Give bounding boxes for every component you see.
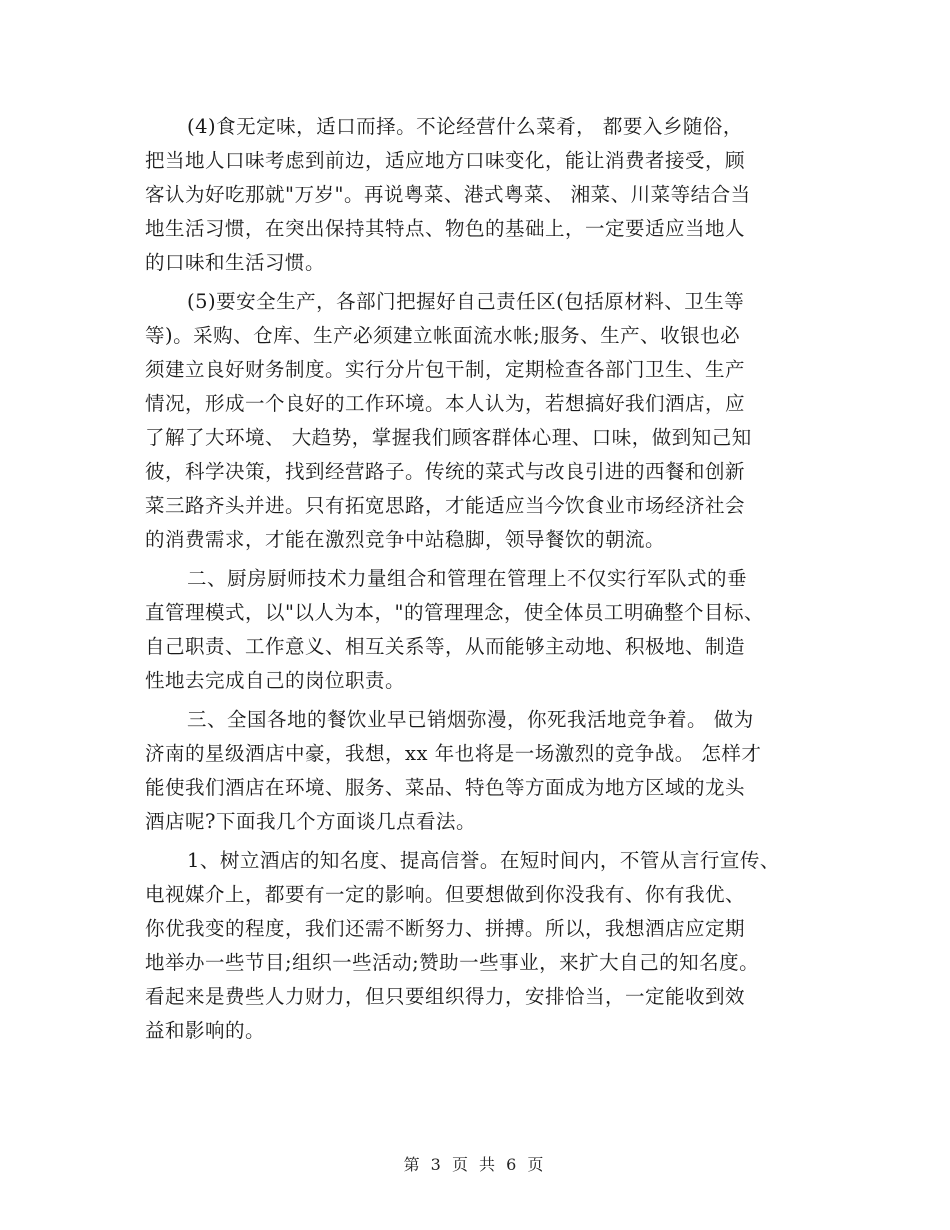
page-number-footer: 第 3 页 共 6 页	[403, 1155, 547, 1174]
text-line: 1、树立酒店的知名度、提高信誉。在短时间内，不管从言行宣传、	[187, 849, 780, 872]
text-line: 的口味和生活习惯。	[145, 251, 326, 274]
text-line: 客认为好吃那就"万岁"。再说粤菜、港式粤菜、 湘菜、川菜等结合当	[145, 183, 751, 206]
paragraph	[145, 110, 810, 280]
text-line: 情况，形成一个良好的工作环境。本人认为，若想搞好我们酒店，应	[145, 392, 746, 415]
text-line: 的消费需求，才能在激烈竞争中站稳脚，领导餐饮的朝流。	[145, 528, 666, 551]
text-line: 性地去完成自己的岗位职责。	[145, 669, 406, 692]
text-line: 自己职责、工作意义、相互关系等，从而能够主动地、积极地、制造	[145, 635, 746, 658]
paragraph	[145, 562, 810, 698]
text-line: 须建立良好财务制度。实行分片包干制，定期检查各部门卫生、生产	[145, 358, 746, 381]
text-line: (5)要安全生产，各部门把握好自己责任区(包括原材料、卫生等	[187, 290, 745, 313]
paragraph	[145, 703, 810, 839]
text-line: 你优我变的程度，我们还需不断努力、拼搏。所以，我想酒店应定期	[145, 917, 746, 940]
text-line: 把当地人口味考虑到前边，适应地方口味变化，能让消费者接受，顾	[145, 149, 746, 172]
text-line: 酒店呢?下面我几个方面谈几点看法。	[145, 810, 476, 833]
text-line: 彼，科学决策，找到经营路子。传统的菜式与改良引进的西餐和创新	[145, 460, 746, 483]
text-line: 地举办一些节目;组织一些活动;赞助一些事业，来扩大自己的知名度。	[145, 951, 760, 974]
paragraph	[145, 844, 810, 1048]
text-line: 等)。采购、仓库、生产必须建立帐面流水帐;服务、生产、收银也必	[145, 324, 741, 347]
text-line: 二、厨房厨师技术力量组合和管理在管理上不仅实行军队式的垂	[187, 567, 748, 590]
body-text	[145, 110, 810, 1048]
paragraph	[145, 285, 810, 557]
text-line: 能使我们酒店在环境、服务、菜品、特色等方面成为地方区域的龙头	[145, 776, 746, 799]
text-line: 直管理模式，以"以人为本，"的管理理念，使全体员工明确整个目标、	[145, 601, 764, 624]
text-line: (4)食无定味，适口而择。不论经营什么菜肴， 都要入乡随俗，	[187, 115, 743, 138]
text-line: 地生活习惯，在突出保持其特点、物色的基础上，一定要适应当地人	[145, 217, 746, 240]
text-line: 电视媒介上，都要有一定的影响。但要想做到你没我有、你有我优、	[145, 883, 746, 906]
text-line: 益和影响的。	[145, 1019, 266, 1042]
text-line: 了解了大环境、 大趋势，掌握我们顾客群体心理、口味，做到知己知	[145, 426, 752, 449]
text-line: 菜三路齐头并进。只有拓宽思路，才能适应当今饮食业市场经济社会	[145, 494, 746, 517]
text-line: 三、全国各地的餐饮业早已销烟弥漫，你死我活地竞争着。 做为	[187, 708, 754, 731]
text-line: 济南的星级酒店中豪，我想，xx 年也将是一场激烈的竞争战。 怎样才	[145, 742, 762, 765]
text-line: 看起来是费些人力财力，但只要组织得力，安排恰当，一定能收到效	[145, 985, 746, 1008]
